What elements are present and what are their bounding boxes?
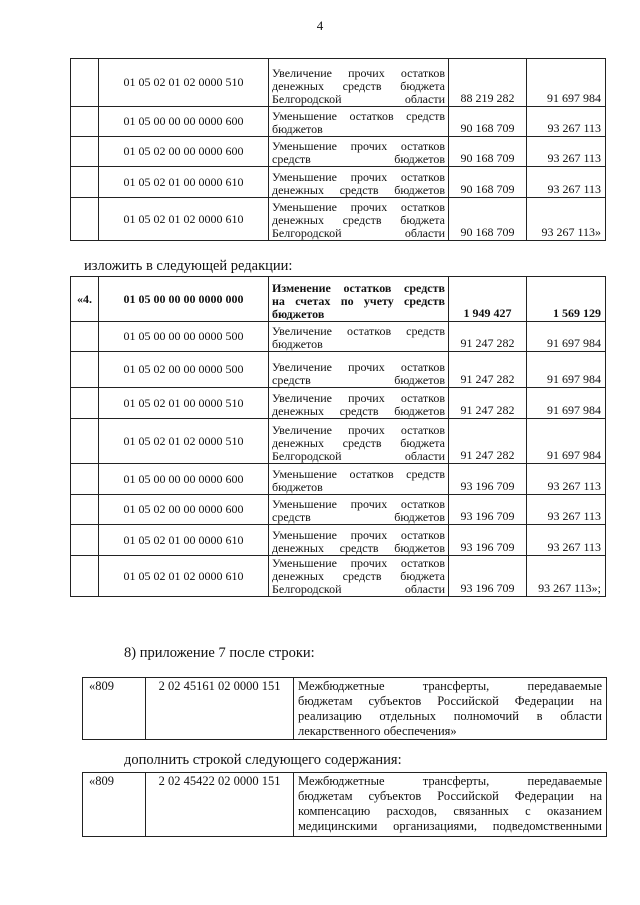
row-number-cell: [71, 59, 99, 107]
description-line: средств бюджетов: [272, 373, 445, 387]
amount-year-2: 93 267 113: [527, 495, 606, 525]
description-line: Белгородской области: [272, 226, 445, 240]
table-row: [71, 198, 606, 241]
source-description: [269, 352, 449, 388]
table-header-row: [71, 277, 606, 322]
table-row: [71, 352, 606, 388]
description-line: Увеличение прочих остатков: [272, 66, 445, 80]
table-row: [83, 678, 607, 740]
description-line: Белгородской области: [272, 582, 445, 596]
source-code: 01 05 02 01 00 0000 610: [99, 525, 269, 556]
source-code: 01 05 02 01 02 0000 610: [99, 556, 269, 597]
amount-year-1: 91 247 282: [449, 419, 527, 464]
description-line: бюджетов: [272, 122, 323, 136]
description-line: денежных средств бюджета: [272, 569, 445, 583]
source-code: 01 05 02 00 00 0000 600: [99, 137, 269, 167]
transfer-description: Межбюджетные трансферты, передаваемые бюджетам субъектов Российской Федерации на реализацию отдельных полномочий в области лекарственного обеспечения»: [294, 678, 607, 740]
source-code: 01 05 02 01 02 0000 610: [99, 198, 269, 241]
description-line: Уменьшение прочих остатков: [272, 556, 445, 570]
amount-year-1: 93 196 709: [449, 556, 527, 597]
source-code: 01 05 00 00 00 0000 600: [99, 464, 269, 495]
transfer-table-new: [82, 772, 607, 837]
amount-year-2: 93 267 113»;: [527, 556, 606, 597]
amount-year-1: 91 247 282: [449, 322, 527, 352]
source-code: 01 05 00 00 00 0000 600: [99, 107, 269, 137]
description-line: Увеличение остатков средств: [272, 324, 445, 338]
source-description: [269, 419, 449, 464]
amount-year-2: 93 267 113: [527, 464, 606, 495]
row-number-cell: [71, 107, 99, 137]
description-line: Уменьшение прочих остатков: [272, 200, 445, 214]
paragraph-add-row: дополнить строкой следующего содержания:: [124, 752, 402, 768]
row-number-cell: [71, 137, 99, 167]
transfer-table-existing: [82, 677, 607, 740]
source-description: [269, 525, 449, 556]
amount-year-1: 93 196 709: [449, 525, 527, 556]
description-line: Уменьшение остатков средств: [272, 109, 445, 123]
description-line: на счетах по учету средств: [272, 294, 445, 308]
description-line: Изменение остатков средств: [272, 281, 445, 295]
source-code: 01 05 00 00 00 0000 000: [99, 277, 269, 322]
description-line: Уменьшение прочих остатков: [272, 528, 445, 542]
description-line: денежных средств бюджета: [272, 79, 445, 93]
amount-year-2: 93 267 113: [527, 137, 606, 167]
source-description: [269, 198, 449, 241]
description-line: денежных средств бюджетов: [272, 183, 445, 197]
description-line: Уменьшение остатков средств: [272, 467, 445, 481]
description-line: Уменьшение прочих остатков: [272, 497, 445, 511]
sources-table-continued: [70, 58, 606, 241]
source-description: [269, 556, 449, 597]
paragraph-appendix-7: 8) приложение 7 после строки:: [124, 645, 315, 661]
page-number: 4: [316, 18, 324, 33]
source-description: [269, 388, 449, 419]
amount-year-2: 91 697 984: [527, 322, 606, 352]
description-line: Белгородской области: [272, 92, 445, 106]
budget-code: 2 02 45161 02 0000 151: [146, 678, 294, 740]
amount-year-2: 1 569 129: [527, 277, 606, 322]
source-code: 01 05 00 00 00 0000 500: [99, 322, 269, 352]
source-description: [269, 464, 449, 495]
description-line: Уменьшение прочих остатков: [272, 139, 445, 153]
admin-code: «809: [83, 773, 146, 837]
amount-year-1: 90 168 709: [449, 107, 527, 137]
row-number-cell: [71, 556, 99, 597]
description-line: Уменьшение прочих остатков: [272, 170, 445, 184]
amount-year-2: 93 267 113: [527, 167, 606, 198]
table-row: [71, 525, 606, 556]
amount-year-1: 91 247 282: [449, 388, 527, 419]
table-row: [71, 137, 606, 167]
amount-year-1: 93 196 709: [449, 464, 527, 495]
amount-year-1: 1 949 427: [449, 277, 527, 322]
amount-year-2: 91 697 984: [527, 59, 606, 107]
row-number-cell: [71, 419, 99, 464]
description-line: денежных средств бюджетов: [272, 541, 445, 555]
row-number-cell: [71, 464, 99, 495]
description-line: денежных средств бюджетов: [272, 404, 445, 418]
source-description: [269, 59, 449, 107]
amount-year-2: 91 697 984: [527, 419, 606, 464]
admin-code: «809: [83, 678, 146, 740]
source-description: [269, 495, 449, 525]
transfer-description: Межбюджетные трансферты, передаваемые бюджетам субъектов Российской Федерации на компенсацию расходов, связанных с оказанием медицинскими организациями, подведомственными: [294, 773, 607, 837]
row-number-cell: [71, 352, 99, 388]
table-row: [71, 495, 606, 525]
table-row: [71, 388, 606, 419]
description-line: Белгородской области: [272, 449, 445, 463]
table-row: [71, 167, 606, 198]
table-row: [71, 59, 606, 107]
paragraph-new-edition: изложить в следующей редакции:: [84, 258, 293, 274]
amount-year-2: 93 267 113: [527, 107, 606, 137]
description-line: бюджетов: [272, 307, 325, 321]
description-line: средств бюджетов: [272, 152, 445, 166]
source-description: [269, 137, 449, 167]
row-number-cell: [71, 495, 99, 525]
source-code: 01 05 02 01 02 0000 510: [99, 419, 269, 464]
source-code: 01 05 02 00 00 0000 500: [99, 352, 269, 388]
description-line: Увеличение прочих остатков: [272, 360, 445, 374]
description-line: Увеличение прочих остатков: [272, 423, 445, 437]
table-row: [71, 419, 606, 464]
amount-year-1: 90 168 709: [449, 198, 527, 241]
table-row: [83, 773, 607, 837]
source-code: 01 05 02 01 00 0000 610: [99, 167, 269, 198]
budget-code: 2 02 45422 02 0000 151: [146, 773, 294, 837]
description-line: Увеличение прочих остатков: [272, 391, 445, 405]
table-row: [71, 322, 606, 352]
table-row: [71, 107, 606, 137]
row-number: «4.: [71, 277, 99, 322]
row-number-cell: [71, 525, 99, 556]
table-row: [71, 464, 606, 495]
source-code: 01 05 02 00 00 0000 600: [99, 495, 269, 525]
amount-year-1: 93 196 709: [449, 495, 527, 525]
amount-year-2: 93 267 113»: [527, 198, 606, 241]
row-number-cell: [71, 167, 99, 198]
row-number-cell: [71, 198, 99, 241]
source-description: [269, 277, 449, 322]
table-row: [71, 556, 606, 597]
description-line: денежных средств бюджета: [272, 213, 445, 227]
source-code: 01 05 02 01 02 0000 510: [99, 59, 269, 107]
amount-year-2: 93 267 113: [527, 525, 606, 556]
sources-table-new: [70, 276, 606, 597]
amount-year-2: 91 697 984: [527, 352, 606, 388]
description-line: средств бюджетов: [272, 510, 445, 524]
row-number-cell: [71, 322, 99, 352]
amount-year-1: 91 247 282: [449, 352, 527, 388]
amount-year-2: 91 697 984: [527, 388, 606, 419]
amount-year-1: 90 168 709: [449, 137, 527, 167]
description-line: бюджетов: [272, 337, 323, 351]
source-description: [269, 167, 449, 198]
row-number-cell: [71, 388, 99, 419]
description-line: денежных средств бюджета: [272, 436, 445, 450]
source-description: [269, 107, 449, 137]
description-line: бюджетов: [272, 480, 323, 494]
source-code: 01 05 02 01 00 0000 510: [99, 388, 269, 419]
amount-year-1: 90 168 709: [449, 167, 527, 198]
amount-year-1: 88 219 282: [449, 59, 527, 107]
source-description: [269, 322, 449, 352]
